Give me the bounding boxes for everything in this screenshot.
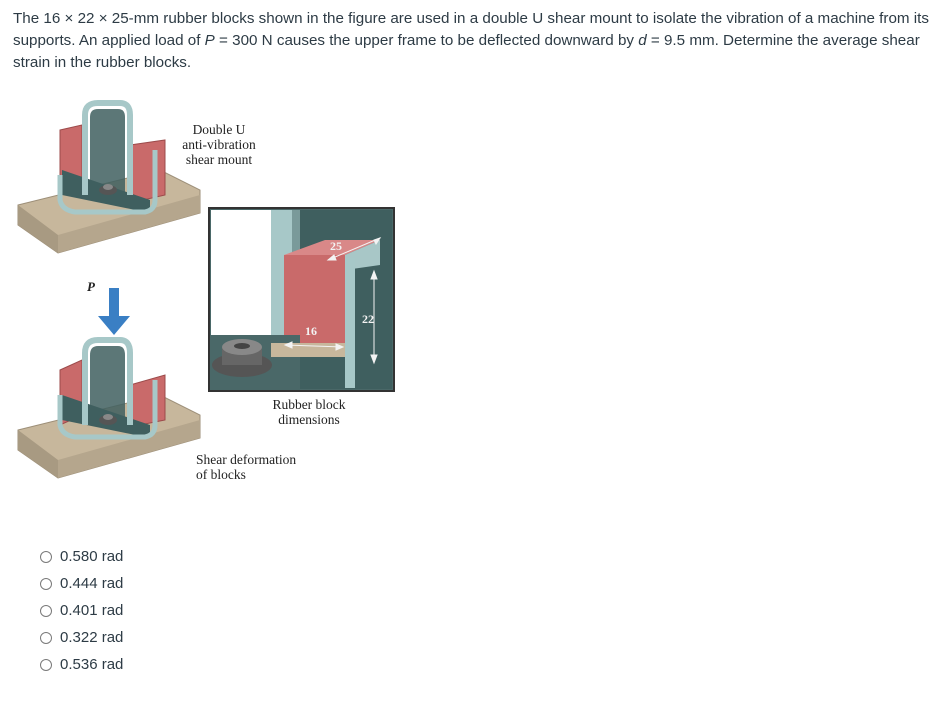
option-2[interactable] [40,570,123,597]
top-mount-illustration [18,103,200,253]
question-mid: = 300 N causes the upper frame to be deflected downward by [214,32,639,49]
radio-button[interactable] [40,578,52,590]
option-label: 0.401 rad [60,602,124,619]
option-label: 0.580 rad [60,548,124,565]
option-4[interactable] [40,624,123,651]
option-5[interactable] [40,651,123,678]
radio-button[interactable] [40,605,52,617]
answer-options [40,543,123,678]
load-arrow [98,288,130,335]
load-label: P [87,279,95,294]
radio-button[interactable] [40,659,52,671]
deflection-symbol: d [638,32,647,49]
option-label: 0.322 rad [60,629,124,646]
option-label: 0.444 rad [60,575,124,592]
dim-22: 22 [362,312,374,326]
shear-mount-figure [0,95,420,495]
detail-box [209,208,394,391]
dim-16: 16 [305,324,317,338]
question-suffix: = 9.5 mm. Determine the average shear strain in the rubber blocks. [13,32,920,71]
option-3[interactable] [40,597,123,624]
question-text [13,8,938,74]
dim-25: 25 [330,239,342,253]
label-deformation: Shear deformation of blocks [196,452,297,482]
question-prefix: The 16 × 22 × 25-mm rubber blocks shown in the figure are used in a double U shear mount to isolate the vibration of a machine from its supports. An applied load of [13,10,929,49]
load-symbol: P [204,32,215,49]
label-dimensions: Rubber block dimensions [272,397,346,427]
radio-button[interactable] [40,551,52,563]
bottom-mount-illustration [18,340,200,478]
option-1[interactable] [40,543,123,570]
label-mount: Double U anti-vibration shear mount [182,122,256,167]
option-label: 0.536 rad [60,656,124,673]
radio-button[interactable] [40,632,52,644]
